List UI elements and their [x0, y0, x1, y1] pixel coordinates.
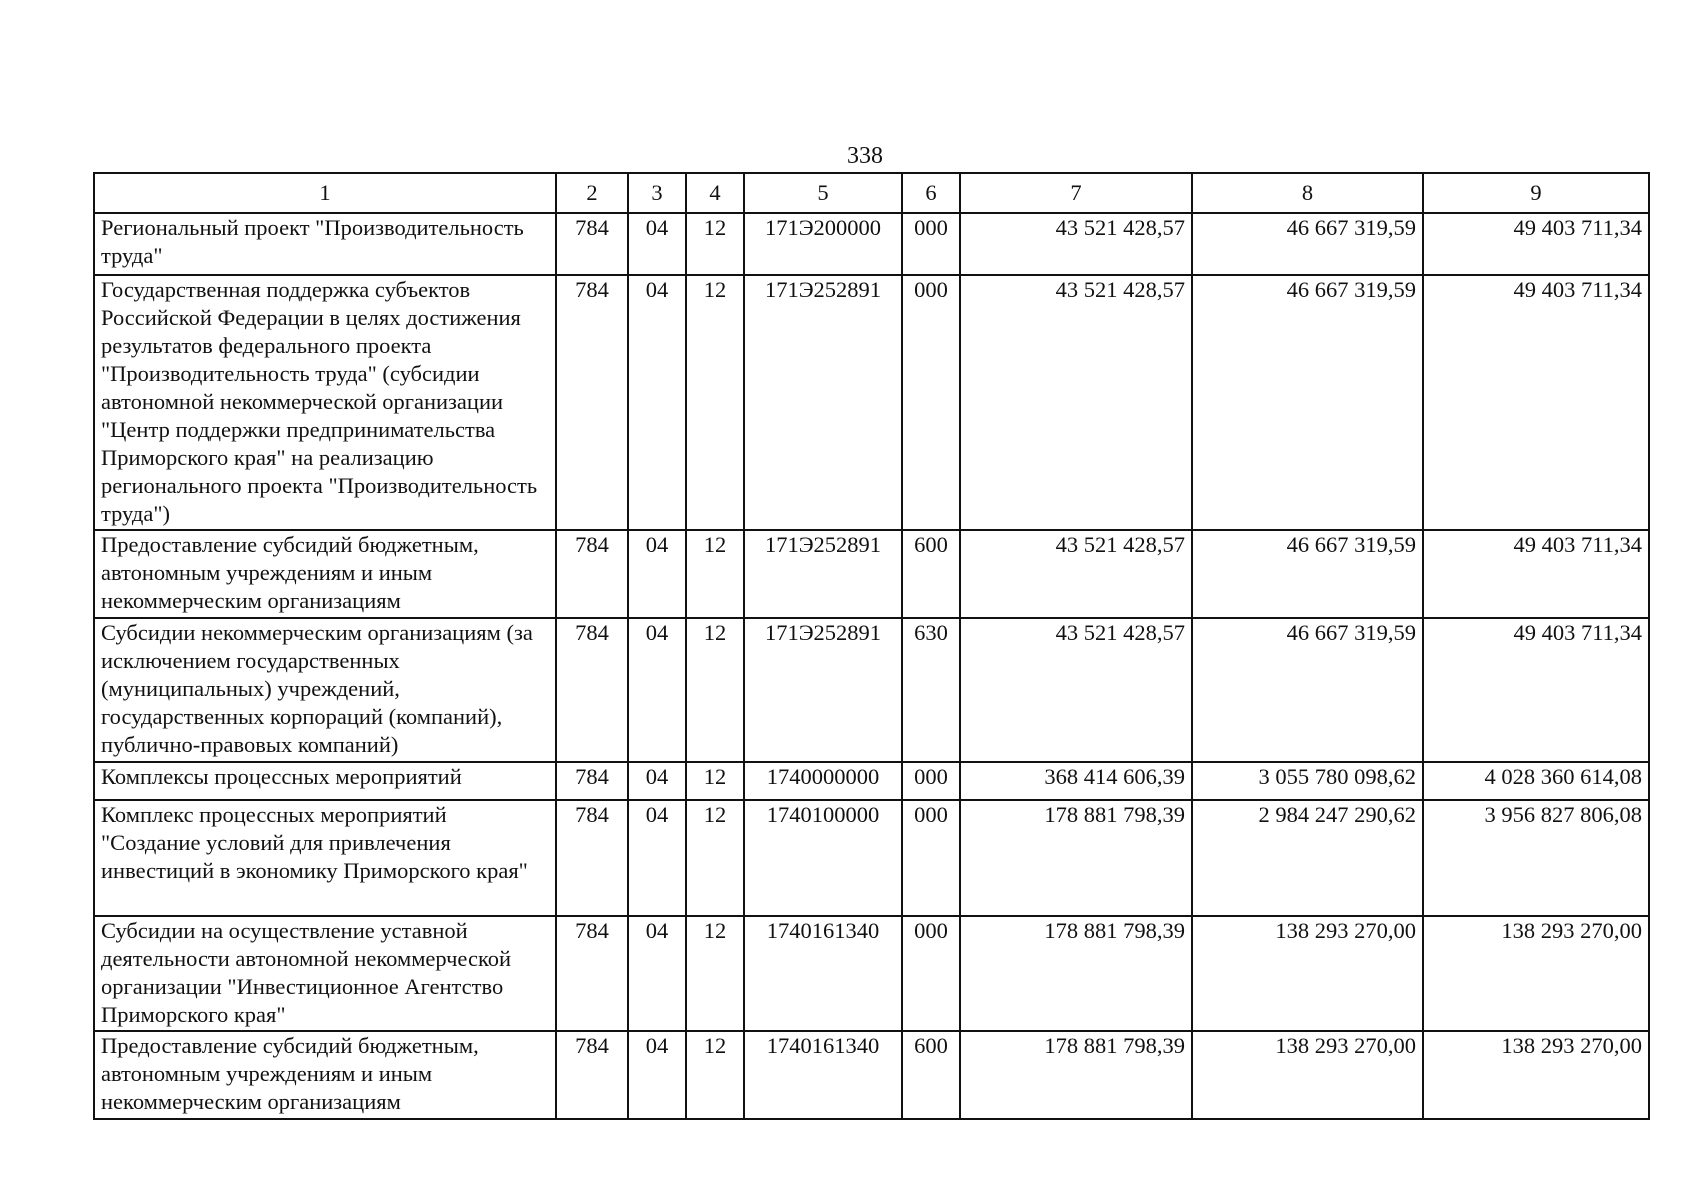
- col2-cell: 784: [556, 213, 628, 275]
- col2-cell: 784: [556, 1031, 628, 1119]
- col4-cell: 12: [686, 916, 744, 1031]
- row-name-cell: Предоставление субсидий бюджетным, автономным учреждениям и иным некоммерческим организациям: [94, 530, 556, 618]
- col9-cell: 49 403 711,34: [1423, 618, 1649, 762]
- row-name-cell: Государственная поддержка субъектов Российской Федерации в целях достижения результатов федерального проекта "Производительность труда" (субсидии автономной некоммерческой организации "Центр поддержки предпринимательства Приморского края" на реализацию регионального проекта "Производительность труда"): [94, 275, 556, 530]
- row-name-cell: Региональный проект "Производительность труда": [94, 213, 556, 275]
- col9-cell: 49 403 711,34: [1423, 530, 1649, 618]
- col7-cell: 43 521 428,57: [960, 530, 1192, 618]
- table-row: [94, 800, 1649, 916]
- table-row: [94, 530, 1649, 618]
- col3-cell: 04: [628, 800, 686, 916]
- col5-cell: 171Э200000: [744, 213, 902, 275]
- col5-cell: 171Э252891: [744, 530, 902, 618]
- col6-cell: 630: [902, 618, 960, 762]
- col7-cell: 43 521 428,57: [960, 618, 1192, 762]
- col6-cell: 000: [902, 275, 960, 530]
- col2-cell: 784: [556, 530, 628, 618]
- table-row: [94, 275, 1649, 530]
- col3-cell: 04: [628, 618, 686, 762]
- table-row: [94, 618, 1649, 762]
- col6-cell: 000: [902, 800, 960, 916]
- col3-cell: 04: [628, 1031, 686, 1119]
- col4-cell: 12: [686, 275, 744, 530]
- col2-cell: 784: [556, 618, 628, 762]
- col5-cell: 1740161340: [744, 916, 902, 1031]
- col7-cell: 178 881 798,39: [960, 800, 1192, 916]
- table-row: [94, 762, 1649, 800]
- header-cell: 5: [744, 173, 902, 213]
- row-name-cell: Предоставление субсидий бюджетным, автономным учреждениям и иным некоммерческим организациям: [94, 1031, 556, 1119]
- col2-cell: 784: [556, 275, 628, 530]
- col3-cell: 04: [628, 762, 686, 800]
- col4-cell: 12: [686, 530, 744, 618]
- col5-cell: 171Э252891: [744, 618, 902, 762]
- col5-cell: 171Э252891: [744, 275, 902, 530]
- header-cell: 3: [628, 173, 686, 213]
- header-cell: 7: [960, 173, 1192, 213]
- header-cell: 1: [94, 173, 556, 213]
- col8-cell: 46 667 319,59: [1192, 275, 1423, 530]
- col8-cell: 138 293 270,00: [1192, 1031, 1423, 1119]
- header-cell: 4: [686, 173, 744, 213]
- row-name-cell: Комплекс процессных мероприятий "Создание условий для привлечения инвестиций в экономику Приморского края": [94, 800, 556, 916]
- table-row: [94, 213, 1649, 275]
- col6-cell: 000: [902, 916, 960, 1031]
- col2-cell: 784: [556, 800, 628, 916]
- col7-cell: 43 521 428,57: [960, 275, 1192, 530]
- header-cell: 9: [1423, 173, 1649, 213]
- col3-cell: 04: [628, 530, 686, 618]
- col8-cell: 138 293 270,00: [1192, 916, 1423, 1031]
- row-name-cell: Субсидии на осуществление уставной деятельности автономной некоммерческой организации "Инвестиционное Агентство Приморского края": [94, 916, 556, 1031]
- col8-cell: 2 984 247 290,62: [1192, 800, 1423, 916]
- col4-cell: 12: [686, 618, 744, 762]
- col5-cell: 1740161340: [744, 1031, 902, 1119]
- col7-cell: 178 881 798,39: [960, 916, 1192, 1031]
- col6-cell: 600: [902, 530, 960, 618]
- col8-cell: 46 667 319,59: [1192, 213, 1423, 275]
- header-cell: 8: [1192, 173, 1423, 213]
- col9-cell: 4 028 360 614,08: [1423, 762, 1649, 800]
- col2-cell: 784: [556, 916, 628, 1031]
- col5-cell: 1740000000: [744, 762, 902, 800]
- page-number: 338: [847, 143, 883, 169]
- col9-cell: 49 403 711,34: [1423, 275, 1649, 530]
- row-name-cell: Субсидии некоммерческим организациям (за исключением государственных (муниципальных) учреждений, государственных корпораций (компаний), публично-правовых компаний): [94, 618, 556, 762]
- col4-cell: 12: [686, 1031, 744, 1119]
- table-row: [94, 916, 1649, 1031]
- col9-cell: 3 956 827 806,08: [1423, 800, 1649, 916]
- col3-cell: 04: [628, 275, 686, 530]
- col7-cell: 43 521 428,57: [960, 213, 1192, 275]
- col8-cell: 46 667 319,59: [1192, 618, 1423, 762]
- header-cell: 2: [556, 173, 628, 213]
- header-cell: 6: [902, 173, 960, 213]
- col4-cell: 12: [686, 213, 744, 275]
- col2-cell: 784: [556, 762, 628, 800]
- col5-cell: 1740100000: [744, 800, 902, 916]
- col3-cell: 04: [628, 213, 686, 275]
- table-row: [94, 1031, 1649, 1119]
- col6-cell: 000: [902, 762, 960, 800]
- header-row: [94, 173, 1649, 213]
- col8-cell: 3 055 780 098,62: [1192, 762, 1423, 800]
- col4-cell: 12: [686, 800, 744, 916]
- col9-cell: 49 403 711,34: [1423, 213, 1649, 275]
- col7-cell: 368 414 606,39: [960, 762, 1192, 800]
- col9-cell: 138 293 270,00: [1423, 916, 1649, 1031]
- col4-cell: 12: [686, 762, 744, 800]
- col7-cell: 178 881 798,39: [960, 1031, 1192, 1119]
- col6-cell: 600: [902, 1031, 960, 1119]
- col6-cell: 000: [902, 213, 960, 275]
- col8-cell: 46 667 319,59: [1192, 530, 1423, 618]
- col3-cell: 04: [628, 916, 686, 1031]
- row-name-cell: Комплексы процессных мероприятий: [94, 762, 556, 800]
- col9-cell: 138 293 270,00: [1423, 1031, 1649, 1119]
- budget-table: [93, 172, 1650, 1120]
